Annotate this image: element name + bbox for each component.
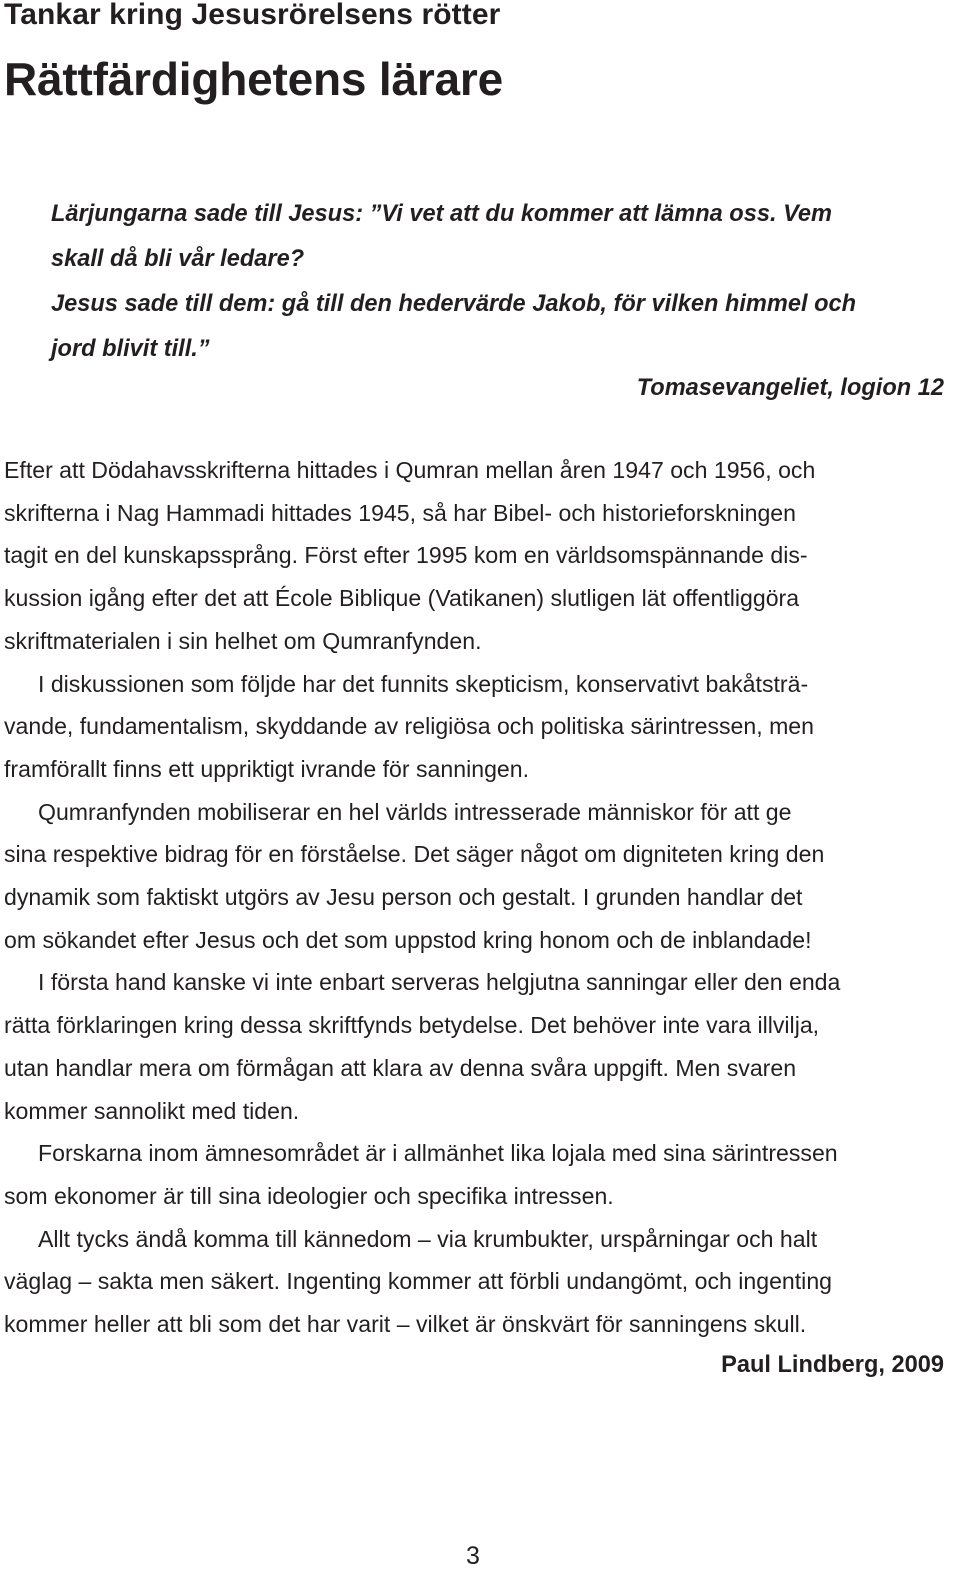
body-line: kommer sannolikt med tiden. [4,1097,300,1124]
body-line: utan handlar mera om förmågan att klara av denna svåra uppgift. Men svaren [4,1054,797,1081]
author-signature: Paul Lindberg, 2009 [721,1352,944,1378]
body-line: kussion igång efter det att École Biblique (Vatikanen) slutligen lät offentliggöra [4,585,800,612]
body-line: Qumranfynden mobiliserar en hel världs intresserade människor för att ge [38,798,792,825]
body-line: I första hand kanske vi inte enbart serveras helgjutna sanningar eller den enda [38,969,841,996]
body-line: Allt tycks ändå komma till kännedom – via krumbukter, urspårningar och halt [38,1225,818,1252]
body-line: framförallt finns ett uppriktigt ivrande för sanningen. [4,755,530,782]
body-line: dynamik som faktiskt utgörs av Jesu person och gestalt. I grunden handlar det [4,884,803,911]
epigraph-line: jord blivit till.” [51,336,210,362]
body-line: I diskussionen som följde har det funnits skepticism, konservativt bakåtsträ- [38,670,809,697]
epigraph-line: skall då bli vår ledare? [51,246,305,272]
epigraph-source: Tomasevangeliet, logion 12 [636,375,944,401]
body-line: om sökandet efter Jesus och det som uppstod kring honom och de inblandade! [4,926,812,953]
body-line: sina respektive bidrag för en förståelse. Det säger något om digniteten kring den [4,841,825,868]
body-text [4,449,952,1346]
page-title: Rättfärdighetens lärare [4,53,503,105]
body-line: skriftmaterialen i sin helhet om Qumranfynden. [4,627,482,654]
epigraph-quote [51,192,951,372]
body-line: vande, fundamentalism, skyddande av religiösa och politiska särintressen, men [4,713,814,740]
page-number: 3 [466,1542,480,1570]
body-line: skrifterna i Nag Hammadi hittades 1945, så har Bibel- och historieforskningen [4,499,796,526]
body-line: kommer heller att bli som det har varit – vilket är önskvärt för sanningens skull. [4,1311,807,1338]
body-line: tagit en del kunskapssprång. Först efter 1995 kom en världsomspännande dis- [4,542,808,569]
body-line: som ekonomer är till sina ideologier och specifika intressen. [4,1182,614,1209]
body-line: Forskarna inom ämnesområdet är i allmänhet lika lojala med sina särintressen [38,1140,838,1167]
epigraph-line: Lärjungarna sade till Jesus: ”Vi vet att du kommer att lämna oss. Vem [51,201,833,227]
body-line: Efter att Dödahavsskrifterna hittades i Qumran mellan åren 1947 och 1956, och [4,457,816,483]
page-supertitle: Tankar kring Jesusrörelsens rötter [4,0,501,31]
epigraph-line: Jesus sade till dem: gå till den hedervärde Jakob, för vilken himmel och [51,291,857,317]
body-line: rätta förklaringen kring dessa skriftfynds betydelse. Det behöver inte vara illvilja, [4,1012,820,1039]
body-line: väglag – sakta men säkert. Ingenting kommer att förbli undangömt, och ingenting [4,1268,833,1295]
